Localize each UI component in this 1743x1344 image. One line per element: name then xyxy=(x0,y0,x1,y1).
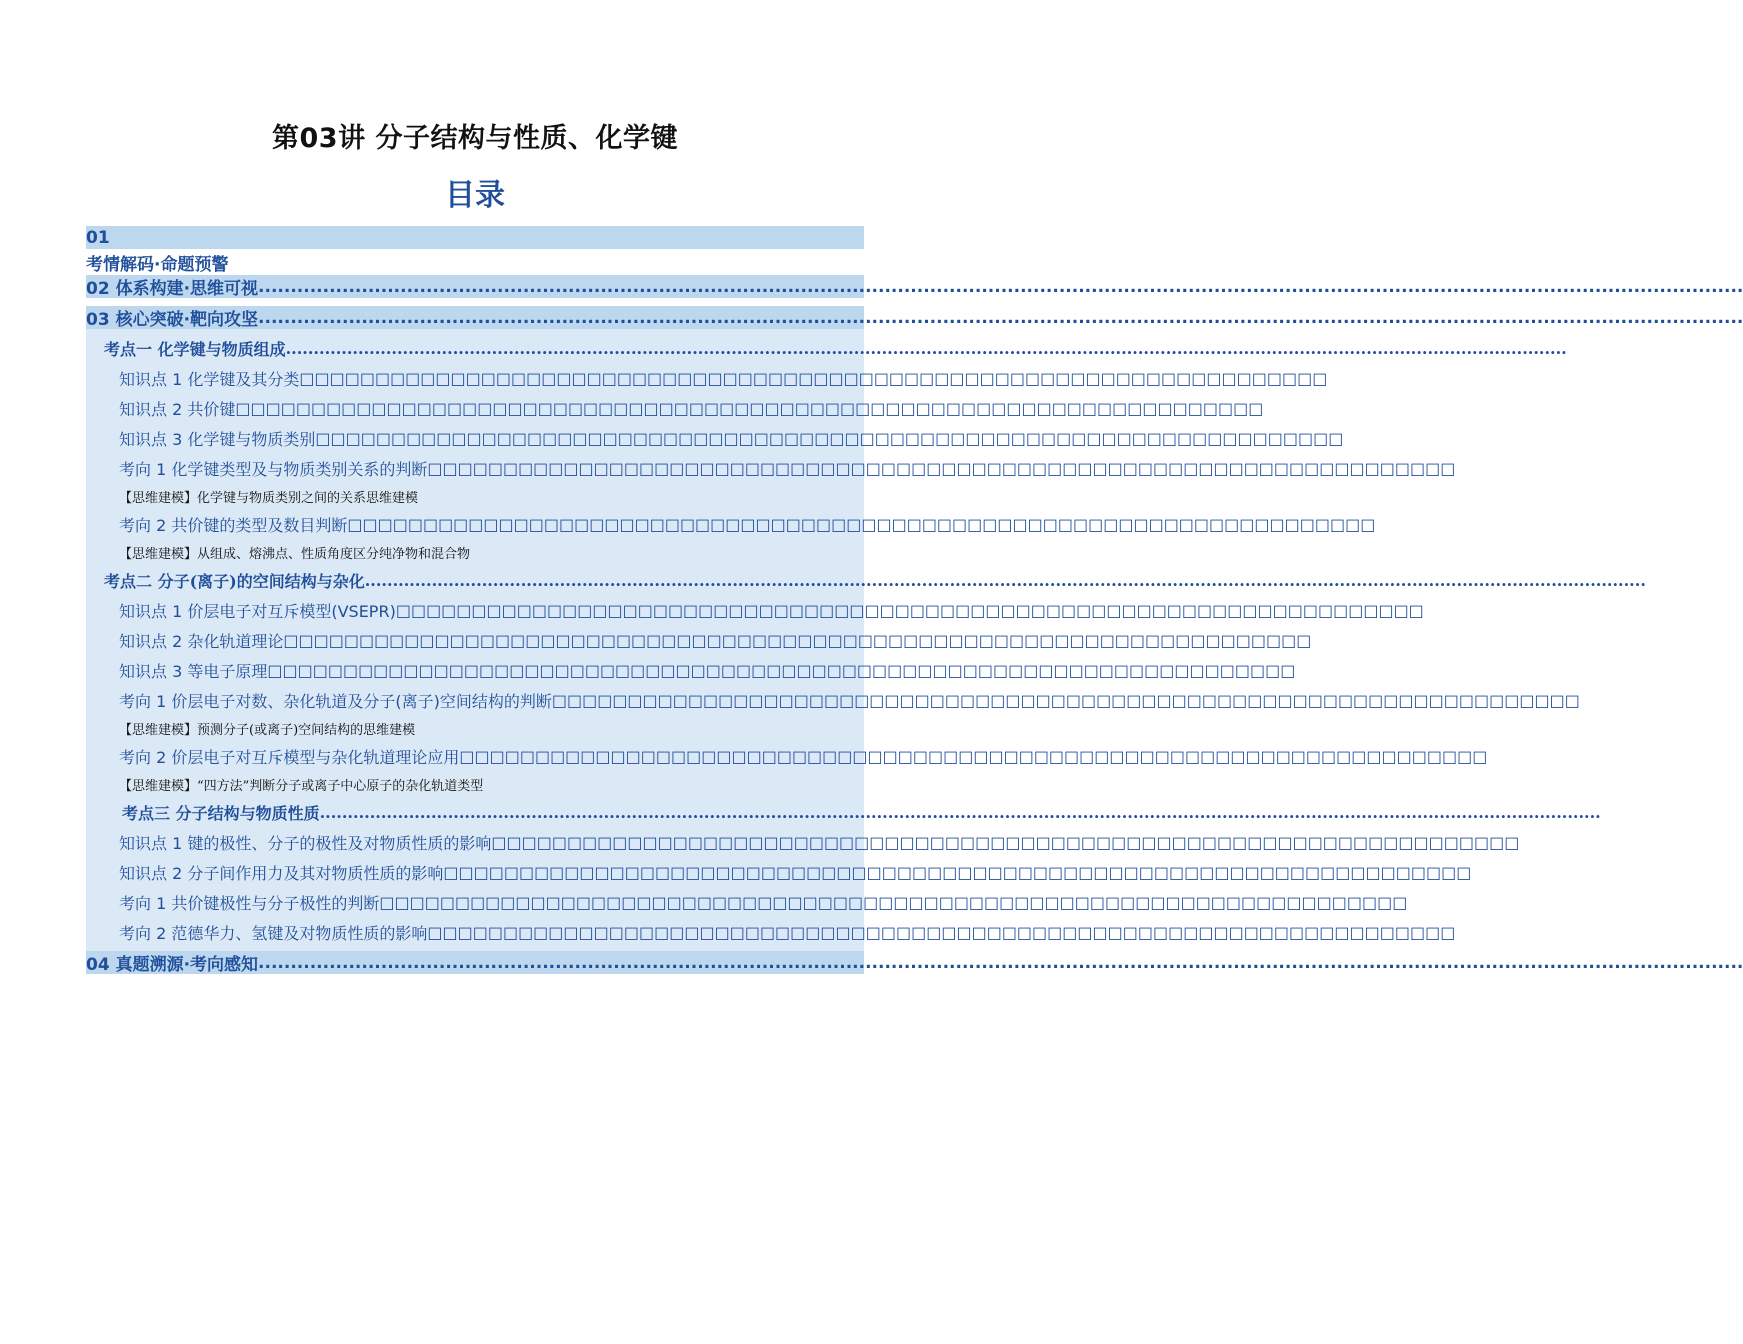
toc-entry-label: 知识点 1 价层电子对互斥模型(VSEPR) xyxy=(119,601,396,621)
toc-section-04-label: 04 真题溯源·考向感知 xyxy=(86,955,259,975)
toc-entry-label: 知识点 1 化学键及其分类 xyxy=(119,369,300,389)
toc-section-02-label: 02 体系构建·思维可视 xyxy=(86,279,259,299)
toc-kaodian-2[interactable] xyxy=(86,565,1646,595)
dot-leader: ...................................................................................................................................................................................................................................... xyxy=(258,307,1743,328)
toc-note-label: 【思维建模】预测分子(或离子)空间结构的思维建模 xyxy=(119,722,416,738)
toc-entry[interactable] xyxy=(86,363,1328,393)
toc-entry-label: 知识点 3 化学键与物质类别 xyxy=(119,429,316,449)
table-of-contents xyxy=(86,226,1743,975)
toc-entry[interactable] xyxy=(86,453,1456,483)
box-leader: □□□□□□□□□□□□□□□□□□□□□□□□□□□□□□□□□□□□□□□□□□□□□□□□□□□□□□□□□□□□□□□□□□□□ xyxy=(551,690,1580,710)
box-leader: □□□□□□□□□□□□□□□□□□□□□□□□□□□□□□□□□□□□□□□□□□□□□□□□□□□□□□□□□□□□□□□□□□□□ xyxy=(299,368,1328,388)
dot-leader: ...................................................................................................................................................................................................................................... xyxy=(319,802,1601,822)
toc-entry[interactable] xyxy=(86,887,1408,917)
toc-note[interactable] xyxy=(86,771,864,797)
toc-note-label: 【思维建模】从组成、熔沸点、性质角度区分纯净物和混合物 xyxy=(119,546,471,562)
toc-heading: 目录 xyxy=(445,178,505,213)
toc-section-01-number-row[interactable] xyxy=(86,226,864,249)
toc-entry-label: 考向 2 范德华力、氢键及对物质性质的影响 xyxy=(119,923,428,943)
dot-leader: ...................................................................................................................................................................................................................................... xyxy=(285,338,1567,358)
toc-entry-label: 考向 1 价层电子对数、杂化轨道及分子(离子)空间结构的判断 xyxy=(119,691,552,711)
dot-leader: ...................................................................................................................................................................................................................................... xyxy=(364,570,1646,590)
toc-section-03[interactable] xyxy=(86,306,1743,330)
box-leader: □□□□□□□□□□□□□□□□□□□□□□□□□□□□□□□□□□□□□□□□□□□□□□□□□□□□□□□□□□□□□□□□□□□□ xyxy=(491,832,1520,852)
toc-note-label: 【思维建模】“四方法”判断分子或离子中心原子的杂化轨道类型 xyxy=(119,778,484,794)
toc-entry[interactable] xyxy=(86,685,1580,715)
toc-note[interactable] xyxy=(86,715,864,741)
toc-entry[interactable] xyxy=(86,625,1312,655)
toc-entry-label: 考向 1 共价键极性与分子极性的判断 xyxy=(119,893,380,913)
toc-kaodian-3-label: 考点三 分子结构与物质性质 xyxy=(122,803,320,823)
toc-section-02[interactable] xyxy=(86,275,1743,299)
toc-entry-label: 考向 1 化学键类型及与物质类别关系的判断 xyxy=(119,459,428,479)
toc-section-03-label: 03 核心突破·靶向攻坚 xyxy=(86,310,259,330)
toc-entry[interactable] xyxy=(86,509,1376,539)
toc-entry[interactable] xyxy=(86,917,1456,947)
dot-leader: ...................................................................................................................................................................................................................................... xyxy=(258,952,1743,973)
box-leader: □□□□□□□□□□□□□□□□□□□□□□□□□□□□□□□□□□□□□□□□□□□□□□□□□□□□□□□□□□□□□□□□□□□□ xyxy=(283,630,1312,650)
toc-section-04[interactable] xyxy=(86,951,1743,975)
toc-kaodian-2-label: 考点二 分子(离子)的空间结构与杂化 xyxy=(104,571,365,591)
box-leader: □□□□□□□□□□□□□□□□□□□□□□□□□□□□□□□□□□□□□□□□□□□□□□□□□□□□□□□□□□□□□□□□□□□□ xyxy=(459,746,1488,766)
toc-kaodian-1[interactable] xyxy=(86,333,1567,363)
toc-entry[interactable] xyxy=(86,595,1424,625)
toc-entry[interactable] xyxy=(86,393,1264,423)
box-leader: □□□□□□□□□□□□□□□□□□□□□□□□□□□□□□□□□□□□□□□□□□□□□□□□□□□□□□□□□□□□□□□□□□□□ xyxy=(395,600,1424,620)
toc-entry[interactable] xyxy=(86,741,1488,771)
toc-entry-label: 知识点 3 等电子原理 xyxy=(119,661,268,681)
toc-entry-label: 考向 2 价层电子对互斥模型与杂化轨道理论应用 xyxy=(119,747,460,767)
box-leader: □□□□□□□□□□□□□□□□□□□□□□□□□□□□□□□□□□□□□□□□□□□□□□□□□□□□□□□□□□□□□□□□□□□□ xyxy=(379,892,1408,912)
toc-entry[interactable] xyxy=(86,655,1296,685)
toc-entry[interactable] xyxy=(86,423,1344,453)
box-leader: □□□□□□□□□□□□□□□□□□□□□□□□□□□□□□□□□□□□□□□□□□□□□□□□□□□□□□□□□□□□□□□□□□□□ xyxy=(427,458,1456,478)
box-leader: □□□□□□□□□□□□□□□□□□□□□□□□□□□□□□□□□□□□□□□□□□□□□□□□□□□□□□□□□□□□□□□□□□□□ xyxy=(347,514,1376,534)
toc-note-label: 【思维建模】化学键与物质类别之间的关系思维建模 xyxy=(119,490,419,506)
box-leader: □□□□□□□□□□□□□□□□□□□□□□□□□□□□□□□□□□□□□□□□□□□□□□□□□□□□□□□□□□□□□□□□□□□□ xyxy=(235,398,1264,418)
toc-note[interactable] xyxy=(86,539,864,565)
toc-note[interactable] xyxy=(86,483,864,509)
box-leader: □□□□□□□□□□□□□□□□□□□□□□□□□□□□□□□□□□□□□□□□□□□□□□□□□□□□□□□□□□□□□□□□□□□□ xyxy=(315,428,1344,448)
page-title: 第03讲 分子结构与性质、化学键 xyxy=(272,123,678,154)
box-leader: □□□□□□□□□□□□□□□□□□□□□□□□□□□□□□□□□□□□□□□□□□□□□□□□□□□□□□□□□□□□□□□□□□□□ xyxy=(267,660,1296,680)
box-leader: □□□□□□□□□□□□□□□□□□□□□□□□□□□□□□□□□□□□□□□□□□□□□□□□□□□□□□□□□□□□□□□□□□□□ xyxy=(443,862,1472,882)
box-leader: □□□□□□□□□□□□□□□□□□□□□□□□□□□□□□□□□□□□□□□□□□□□□□□□□□□□□□□□□□□□□□□□□□□□ xyxy=(427,922,1456,942)
toc-section-01-number: 01 xyxy=(86,227,110,248)
toc-entry-label: 知识点 2 共价键 xyxy=(119,399,236,419)
toc-section-01-title: 考情解码·命题预警 xyxy=(86,254,229,275)
dot-leader: ...................................................................................................................................................................................................................................... xyxy=(258,276,1743,297)
toc-kaodian-3[interactable] xyxy=(86,797,1601,827)
toc-kaodian-1-label: 考点一 化学键与物质组成 xyxy=(104,339,286,359)
toc-section-01-title-row[interactable] xyxy=(86,249,864,275)
toc-entry[interactable] xyxy=(86,857,1472,887)
toc-entry-label: 知识点 2 杂化轨道理论 xyxy=(119,631,284,651)
toc-entry[interactable] xyxy=(86,827,1520,857)
toc-entry-label: 考向 2 共价键的类型及数目判断 xyxy=(119,515,348,535)
toc-entry-label: 知识点 2 分子间作用力及其对物质性质的影响 xyxy=(119,863,444,883)
toc-entry-label: 知识点 1 键的极性、分子的极性及对物质性质的影响 xyxy=(119,833,492,853)
toc-section-03-body xyxy=(86,329,1646,951)
